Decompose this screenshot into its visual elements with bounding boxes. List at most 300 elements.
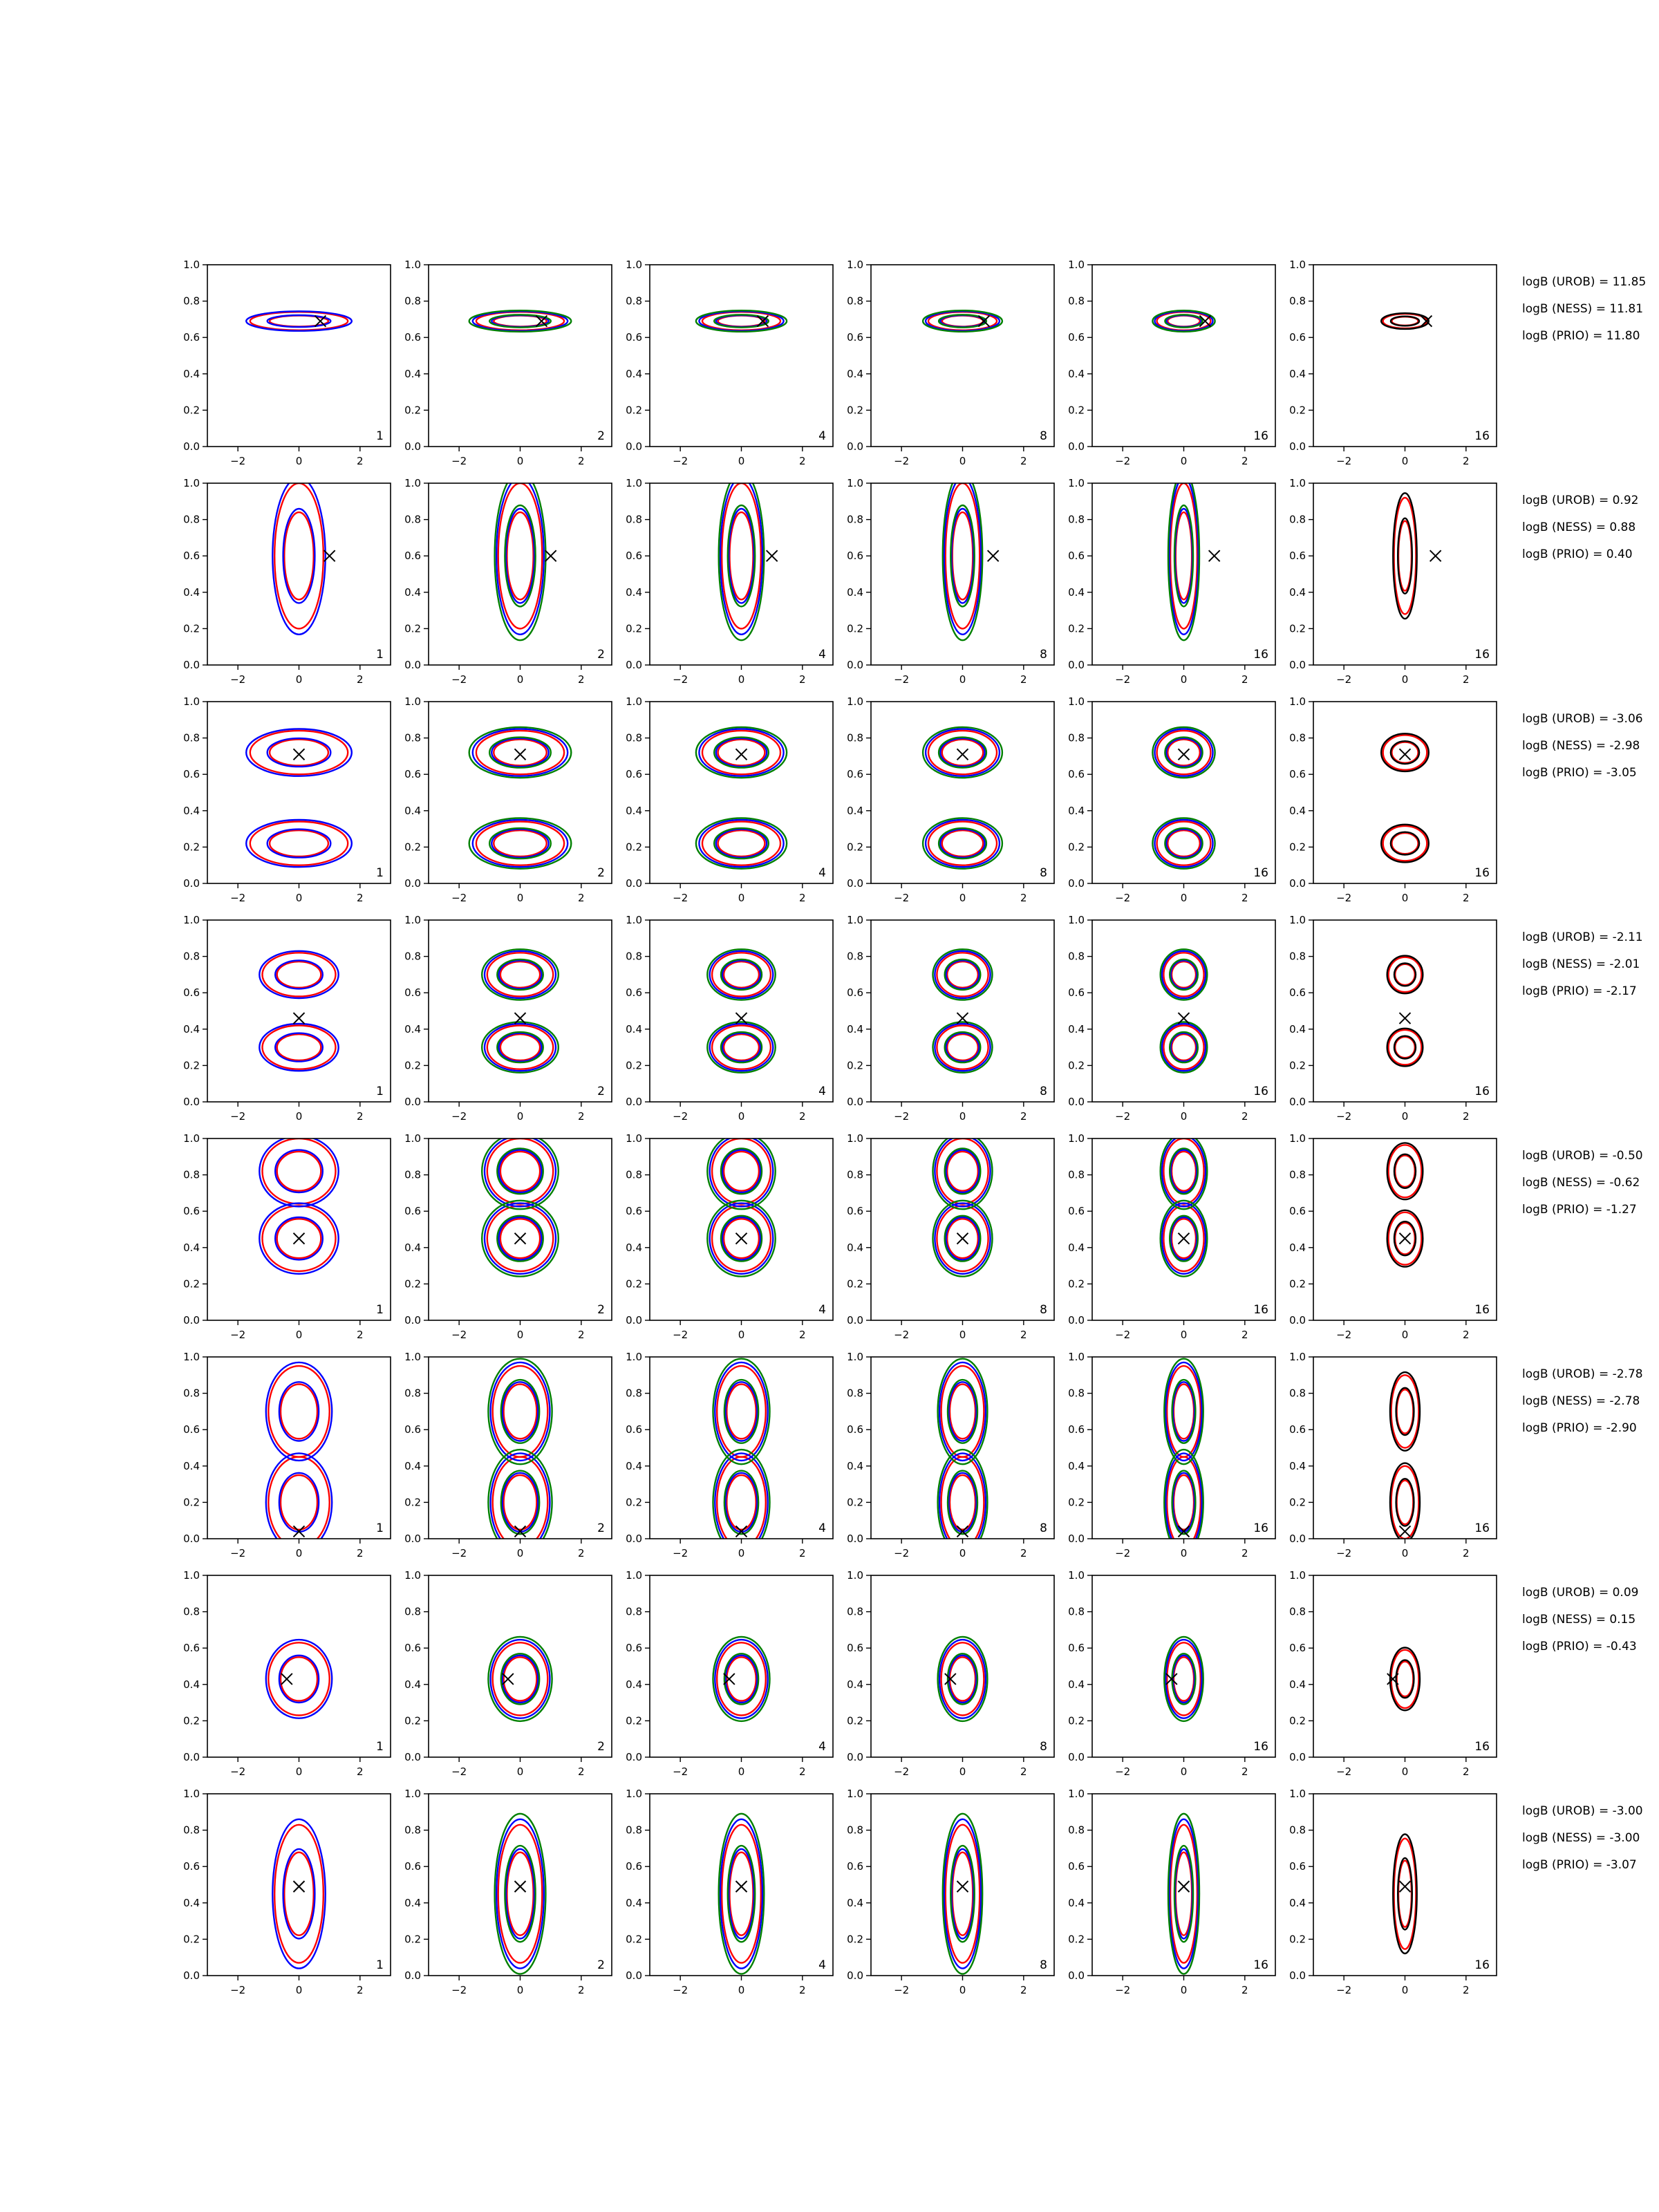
y-tick-label: 0.8 <box>847 1387 863 1400</box>
y-tick-label: 0.0 <box>847 659 863 671</box>
y-tick-label: 0.0 <box>847 877 863 890</box>
x-tick-label: 2 <box>1241 1329 1248 1341</box>
x-tick-label: 0 <box>1401 892 1409 904</box>
x-tick-label: −2 <box>894 1984 910 1996</box>
x-tick-label: 2 <box>1463 455 1470 467</box>
x-tick-label: 0 <box>295 673 303 686</box>
y-tick-label: 0.2 <box>183 1496 200 1509</box>
x-tick-label: 0 <box>959 1110 966 1123</box>
panel-sample-label: 8 <box>1040 866 1047 880</box>
y-tick-label: 0.6 <box>626 1205 642 1218</box>
x-tick-label: −2 <box>451 1110 467 1123</box>
y-tick-label: 0.8 <box>183 1824 200 1837</box>
y-tick-label: 0.4 <box>183 804 200 817</box>
y-tick-label: 0.6 <box>847 1205 863 1218</box>
y-tick-label: 0.2 <box>404 622 421 635</box>
y-tick-label: 0.2 <box>626 1277 642 1291</box>
y-tick-label: 0.4 <box>183 1678 200 1691</box>
y-tick-label: 0.0 <box>626 440 642 453</box>
y-tick-label: 0.4 <box>626 367 642 380</box>
y-tick-label: 0.8 <box>404 1387 421 1400</box>
x-tick-label: 0 <box>738 455 745 467</box>
y-tick-label: 1.0 <box>404 914 421 926</box>
x-tick-label: −2 <box>894 1765 910 1778</box>
y-tick-label: 0.2 <box>1289 404 1306 417</box>
y-tick-label: 0.8 <box>404 294 421 308</box>
y-tick-label: 0.6 <box>847 550 863 563</box>
panel-sample-label: 8 <box>1040 1740 1047 1754</box>
y-tick-label: 0.2 <box>1068 1714 1085 1727</box>
x-tick-label: −2 <box>673 673 688 686</box>
x-tick-label: 2 <box>357 1984 364 1996</box>
x-tick-label: 0 <box>516 673 524 686</box>
x-tick-label: −2 <box>1336 1765 1352 1778</box>
y-tick-label: 0.2 <box>1068 1059 1085 1072</box>
panel-sample-label: 16 <box>1253 1958 1268 1972</box>
bayes-factor-text: logB (NESS) = -2.01 <box>1522 957 1640 971</box>
y-tick-label: 0.0 <box>1068 1751 1085 1763</box>
y-tick-label: 0.0 <box>626 1533 642 1545</box>
y-tick-label: 0.0 <box>1289 1096 1306 1108</box>
y-tick-label: 0.4 <box>626 1459 642 1472</box>
y-tick-label: 0.6 <box>626 550 642 563</box>
x-tick-label: 0 <box>1180 1547 1188 1559</box>
x-tick-label: −2 <box>230 1984 246 1996</box>
y-tick-label: 1.0 <box>183 695 200 708</box>
panel-sample-label: 16 <box>1253 1303 1268 1317</box>
y-tick-label: 0.4 <box>1068 1459 1085 1472</box>
panel-sample-label: 16 <box>1253 1085 1268 1098</box>
y-tick-label: 0.6 <box>626 1423 642 1436</box>
y-tick-label: 0.6 <box>1068 1860 1085 1873</box>
x-tick-label: 2 <box>1463 1765 1470 1778</box>
bayes-factor-text: logB (PRIO) = -3.07 <box>1522 1858 1637 1872</box>
x-tick-label: −2 <box>894 673 910 686</box>
x-tick-label: −2 <box>451 673 467 686</box>
panel-sample-label: 16 <box>1253 866 1268 880</box>
y-tick-label: 1.0 <box>847 914 863 926</box>
y-tick-label: 0.8 <box>847 950 863 963</box>
y-tick-label: 0.0 <box>1068 1533 1085 1545</box>
x-tick-label: −2 <box>230 455 246 467</box>
bayes-factor-text: logB (PRIO) = -1.27 <box>1522 1203 1637 1217</box>
x-tick-label: −2 <box>451 1547 467 1559</box>
panel-sample-label: 8 <box>1040 1303 1047 1317</box>
panel-sample-label: 4 <box>818 1740 826 1754</box>
x-tick-label: 0 <box>1401 455 1409 467</box>
y-tick-label: 0.0 <box>847 1533 863 1545</box>
y-tick-label: 0.8 <box>1068 1824 1085 1837</box>
y-tick-label: 1.0 <box>1289 477 1306 489</box>
x-tick-label: 0 <box>295 1329 303 1341</box>
x-tick-label: 2 <box>1020 1329 1027 1341</box>
y-tick-label: 0.6 <box>1289 1423 1306 1436</box>
x-tick-label: 0 <box>295 1110 303 1123</box>
bayes-factor-text: logB (PRIO) = 11.80 <box>1522 329 1640 343</box>
y-tick-label: 1.0 <box>1068 1351 1085 1363</box>
x-tick-label: −2 <box>1336 1110 1352 1123</box>
x-tick-label: 0 <box>295 1765 303 1778</box>
y-tick-label: 0.4 <box>847 804 863 817</box>
y-tick-label: 0.8 <box>847 1824 863 1837</box>
y-tick-label: 0.4 <box>1068 1896 1085 1909</box>
x-tick-label: 0 <box>738 892 745 904</box>
y-tick-label: 1.0 <box>847 1788 863 1800</box>
x-tick-label: 0 <box>516 1110 524 1123</box>
y-tick-label: 0.8 <box>1289 294 1306 308</box>
y-tick-label: 0.2 <box>626 1059 642 1072</box>
y-tick-label: 0.2 <box>404 404 421 417</box>
y-tick-label: 0.2 <box>404 1277 421 1291</box>
y-tick-label: 1.0 <box>847 259 863 271</box>
panel-sample-label: 2 <box>597 1740 605 1754</box>
panel-sample-label: 2 <box>597 1521 605 1535</box>
panel-sample-label: 4 <box>818 866 826 880</box>
y-tick-label: 0.0 <box>847 440 863 453</box>
y-tick-label: 0.4 <box>183 1241 200 1254</box>
y-tick-label: 0.2 <box>183 841 200 854</box>
x-tick-label: −2 <box>673 1110 688 1123</box>
x-tick-label: 0 <box>959 455 966 467</box>
y-tick-label: 0.6 <box>183 1642 200 1655</box>
x-tick-label: 0 <box>516 892 524 904</box>
x-tick-label: 2 <box>578 892 585 904</box>
x-tick-label: −2 <box>230 1110 246 1123</box>
y-tick-label: 0.6 <box>183 550 200 563</box>
y-tick-label: 0.0 <box>404 1969 421 1982</box>
x-tick-label: 0 <box>1180 892 1188 904</box>
x-tick-label: 2 <box>1463 1329 1470 1341</box>
y-tick-label: 0.4 <box>404 585 421 599</box>
x-tick-label: 0 <box>1401 673 1409 686</box>
y-tick-label: 1.0 <box>183 477 200 489</box>
bayes-factor-text: logB (PRIO) = -0.43 <box>1522 1640 1637 1653</box>
panel-sample-label: 16 <box>1474 1958 1490 1972</box>
y-tick-label: 0.2 <box>626 404 642 417</box>
x-tick-label: 0 <box>1180 1329 1188 1341</box>
bayes-factor-text: logB (NESS) = 11.81 <box>1522 302 1644 316</box>
y-tick-label: 0.2 <box>1289 1933 1306 1946</box>
y-tick-label: 0.4 <box>183 585 200 599</box>
x-tick-label: −2 <box>451 1329 467 1341</box>
y-tick-label: 0.4 <box>847 1241 863 1254</box>
y-tick-label: 1.0 <box>626 914 642 926</box>
y-tick-label: 0.4 <box>1068 804 1085 817</box>
panel-sample-label: 4 <box>818 1521 826 1535</box>
x-tick-label: −2 <box>673 1547 688 1559</box>
y-tick-label: 0.8 <box>1068 294 1085 308</box>
y-tick-label: 0.8 <box>626 1605 642 1618</box>
x-tick-label: 2 <box>1020 673 1027 686</box>
y-tick-label: 0.4 <box>1289 804 1306 817</box>
y-tick-label: 0.8 <box>626 1168 642 1181</box>
x-tick-label: 2 <box>1020 1765 1027 1778</box>
panel-sample-label: 1 <box>376 1521 384 1535</box>
panel-sample-label: 1 <box>376 1303 384 1317</box>
x-tick-label: 0 <box>1180 673 1188 686</box>
x-tick-label: 0 <box>295 1984 303 1996</box>
y-tick-label: 0.4 <box>183 1022 200 1035</box>
panel-sample-label: 8 <box>1040 648 1047 662</box>
x-tick-label: 0 <box>1180 1110 1188 1123</box>
y-tick-label: 1.0 <box>183 1351 200 1363</box>
y-tick-label: 0.8 <box>847 1168 863 1181</box>
x-tick-label: 2 <box>578 1329 585 1341</box>
y-tick-label: 0.6 <box>404 1860 421 1873</box>
y-tick-label: 0.4 <box>847 1896 863 1909</box>
y-tick-label: 0.0 <box>404 1314 421 1327</box>
x-tick-label: −2 <box>230 892 246 904</box>
y-tick-label: 0.4 <box>847 585 863 599</box>
x-tick-label: 2 <box>1020 1547 1027 1559</box>
bayes-factor-text: logB (PRIO) = -2.90 <box>1522 1421 1637 1435</box>
y-tick-label: 0.8 <box>1068 950 1085 963</box>
y-tick-label: 0.2 <box>847 1059 863 1072</box>
y-tick-label: 0.2 <box>183 404 200 417</box>
x-tick-label: 0 <box>1180 1765 1188 1778</box>
y-tick-label: 0.0 <box>626 1969 642 1982</box>
y-tick-label: 1.0 <box>1068 1569 1085 1582</box>
x-tick-label: 2 <box>799 673 806 686</box>
bayes-factor-text: logB (UROB) = -3.00 <box>1522 1804 1643 1818</box>
y-tick-label: 0.6 <box>183 1205 200 1218</box>
y-tick-label: 0.4 <box>404 1678 421 1691</box>
y-tick-label: 1.0 <box>626 477 642 489</box>
y-tick-label: 0.2 <box>1289 1496 1306 1509</box>
y-tick-label: 1.0 <box>404 477 421 489</box>
y-tick-label: 0.8 <box>1289 950 1306 963</box>
x-tick-label: 0 <box>959 1765 966 1778</box>
x-tick-label: 2 <box>1241 1765 1248 1778</box>
y-tick-label: 0.6 <box>1289 1860 1306 1873</box>
y-tick-label: 1.0 <box>1068 914 1085 926</box>
bayes-factor-text: logB (NESS) = -3.00 <box>1522 1831 1640 1845</box>
y-tick-label: 1.0 <box>626 1788 642 1800</box>
x-tick-label: −2 <box>1115 1984 1131 1996</box>
y-tick-label: 1.0 <box>404 1788 421 1800</box>
y-tick-label: 0.4 <box>1289 585 1306 599</box>
panel-sample-label: 8 <box>1040 1958 1047 1972</box>
y-tick-label: 0.6 <box>1289 986 1306 1000</box>
y-tick-label: 0.8 <box>1289 513 1306 526</box>
panel-sample-label: 1 <box>376 1085 384 1098</box>
y-tick-label: 0.6 <box>847 1860 863 1873</box>
y-tick-label: 0.6 <box>847 986 863 1000</box>
x-tick-label: 2 <box>1463 892 1470 904</box>
x-tick-label: 2 <box>357 1765 364 1778</box>
y-tick-label: 0.2 <box>626 841 642 854</box>
bayes-factor-text: logB (NESS) = -0.62 <box>1522 1176 1640 1190</box>
x-tick-label: −2 <box>1336 673 1352 686</box>
y-tick-label: 0.4 <box>404 804 421 817</box>
y-tick-label: 1.0 <box>626 1569 642 1582</box>
y-tick-label: 0.8 <box>1289 1387 1306 1400</box>
x-tick-label: −2 <box>1336 455 1352 467</box>
y-tick-label: 0.8 <box>404 513 421 526</box>
y-tick-label: 1.0 <box>404 259 421 271</box>
y-tick-label: 0.6 <box>404 550 421 563</box>
y-tick-label: 0.8 <box>183 1168 200 1181</box>
x-tick-label: 0 <box>516 1329 524 1341</box>
panel-sample-label: 16 <box>1474 1740 1490 1754</box>
x-tick-label: −2 <box>1115 1765 1131 1778</box>
y-tick-label: 0.2 <box>1289 1277 1306 1291</box>
panel-sample-label: 4 <box>818 1958 826 1972</box>
y-tick-label: 0.8 <box>404 731 421 744</box>
y-tick-label: 0.2 <box>404 1059 421 1072</box>
y-tick-label: 0.4 <box>626 1241 642 1254</box>
x-tick-label: 2 <box>1241 455 1248 467</box>
y-tick-label: 0.6 <box>626 986 642 1000</box>
bayes-factor-text: logB (NESS) = -2.98 <box>1522 739 1640 753</box>
panel-sample-label: 16 <box>1253 429 1268 443</box>
y-tick-label: 0.4 <box>626 804 642 817</box>
x-tick-label: 0 <box>1401 1765 1409 1778</box>
y-tick-label: 0.8 <box>183 1605 200 1618</box>
y-tick-label: 0.6 <box>1068 550 1085 563</box>
y-tick-label: 0.2 <box>626 1933 642 1946</box>
panel-sample-label: 1 <box>376 648 384 662</box>
y-tick-label: 0.2 <box>1289 1714 1306 1727</box>
y-tick-label: 0.4 <box>847 1678 863 1691</box>
panel-sample-label: 4 <box>818 429 826 443</box>
y-tick-label: 0.0 <box>183 440 200 453</box>
y-tick-label: 0.4 <box>1068 1241 1085 1254</box>
x-tick-label: −2 <box>1115 1329 1131 1341</box>
y-tick-label: 0.0 <box>404 440 421 453</box>
y-tick-label: 1.0 <box>1068 477 1085 489</box>
y-tick-label: 1.0 <box>404 1569 421 1582</box>
x-tick-label: −2 <box>230 673 246 686</box>
panel-sample-label: 2 <box>597 1085 605 1098</box>
x-tick-label: −2 <box>1115 892 1131 904</box>
bayes-factor-text: logB (NESS) = 0.88 <box>1522 521 1636 534</box>
x-tick-label: −2 <box>1115 673 1131 686</box>
y-tick-label: 0.0 <box>847 1751 863 1763</box>
panel-sample-label: 1 <box>376 429 384 443</box>
x-tick-label: 2 <box>799 455 806 467</box>
y-tick-label: 0.8 <box>847 1605 863 1618</box>
y-tick-label: 0.8 <box>1068 1168 1085 1181</box>
x-tick-label: 2 <box>1020 892 1027 904</box>
y-tick-label: 0.6 <box>847 331 863 344</box>
x-tick-label: −2 <box>673 1329 688 1341</box>
y-tick-label: 0.2 <box>1068 404 1085 417</box>
y-tick-label: 0.6 <box>404 986 421 1000</box>
x-tick-label: −2 <box>894 1110 910 1123</box>
y-tick-label: 0.2 <box>404 1933 421 1946</box>
bayes-factor-text: logB (PRIO) = -3.05 <box>1522 766 1637 780</box>
y-tick-label: 0.4 <box>183 1459 200 1472</box>
y-tick-label: 0.2 <box>1068 622 1085 635</box>
x-tick-label: 0 <box>516 1765 524 1778</box>
y-tick-label: 0.0 <box>626 1314 642 1327</box>
x-tick-label: 2 <box>357 892 364 904</box>
y-tick-label: 0.0 <box>626 1096 642 1108</box>
y-tick-label: 0.6 <box>1068 986 1085 1000</box>
y-tick-label: 1.0 <box>1289 1788 1306 1800</box>
y-tick-label: 0.0 <box>626 1751 642 1763</box>
y-tick-label: 0.0 <box>404 877 421 890</box>
y-tick-label: 1.0 <box>626 259 642 271</box>
y-tick-label: 0.8 <box>1068 513 1085 526</box>
y-tick-label: 0.2 <box>1289 841 1306 854</box>
y-tick-label: 0.4 <box>847 367 863 380</box>
y-tick-label: 0.8 <box>183 513 200 526</box>
x-tick-label: 2 <box>357 1329 364 1341</box>
panel-sample-label: 1 <box>376 1958 384 1972</box>
y-tick-label: 0.2 <box>847 841 863 854</box>
panel-sample-label: 1 <box>376 1740 384 1754</box>
x-tick-label: 0 <box>295 892 303 904</box>
x-tick-label: 0 <box>738 1110 745 1123</box>
y-tick-label: 0.8 <box>1289 1168 1306 1181</box>
x-tick-label: 0 <box>738 1547 745 1559</box>
y-tick-label: 0.4 <box>404 367 421 380</box>
y-tick-label: 1.0 <box>847 695 863 708</box>
y-tick-label: 1.0 <box>183 914 200 926</box>
bayes-factor-text: logB (UROB) = 11.85 <box>1522 275 1647 289</box>
x-tick-label: 2 <box>1241 892 1248 904</box>
x-tick-label: −2 <box>451 1765 467 1778</box>
y-tick-label: 0.2 <box>183 1059 200 1072</box>
panel-sample-label: 2 <box>597 1958 605 1972</box>
y-tick-label: 0.4 <box>1289 1241 1306 1254</box>
x-tick-label: −2 <box>451 1984 467 1996</box>
y-tick-label: 1.0 <box>847 477 863 489</box>
y-tick-label: 0.0 <box>404 659 421 671</box>
panel-sample-label: 16 <box>1474 1521 1490 1535</box>
y-tick-label: 0.6 <box>626 1642 642 1655</box>
y-tick-label: 0.8 <box>183 1387 200 1400</box>
y-tick-label: 0.2 <box>404 1496 421 1509</box>
y-tick-label: 0.0 <box>1068 659 1085 671</box>
x-tick-label: 2 <box>357 1110 364 1123</box>
y-tick-label: 1.0 <box>1289 1569 1306 1582</box>
x-tick-label: −2 <box>230 1547 246 1559</box>
bayes-factor-text: logB (NESS) = -2.78 <box>1522 1394 1640 1408</box>
y-tick-label: 0.6 <box>183 986 200 1000</box>
y-tick-label: 0.2 <box>183 622 200 635</box>
x-tick-label: 2 <box>799 1984 806 1996</box>
y-tick-label: 0.2 <box>183 1933 200 1946</box>
y-tick-label: 0.6 <box>183 1423 200 1436</box>
bayes-factor-text: logB (NESS) = 0.15 <box>1522 1613 1636 1627</box>
x-tick-label: 2 <box>1241 1110 1248 1123</box>
x-tick-label: 0 <box>738 673 745 686</box>
x-tick-label: 0 <box>1180 455 1188 467</box>
panel-sample-label: 16 <box>1474 1085 1490 1098</box>
x-tick-label: 2 <box>1241 1547 1248 1559</box>
x-tick-label: −2 <box>1115 455 1131 467</box>
y-tick-label: 1.0 <box>626 695 642 708</box>
y-tick-label: 0.6 <box>1068 331 1085 344</box>
bayes-factor-text: logB (PRIO) = -2.17 <box>1522 984 1637 998</box>
y-tick-label: 0.0 <box>404 1533 421 1545</box>
y-tick-label: 0.2 <box>847 1496 863 1509</box>
y-tick-label: 0.0 <box>1068 1969 1085 1982</box>
x-tick-label: −2 <box>1336 892 1352 904</box>
y-tick-label: 0.4 <box>1289 1678 1306 1691</box>
y-tick-label: 0.6 <box>847 1423 863 1436</box>
y-tick-label: 0.6 <box>847 768 863 781</box>
y-tick-label: 0.0 <box>1289 1533 1306 1545</box>
y-tick-label: 0.0 <box>183 1751 200 1763</box>
x-tick-label: 2 <box>1463 1984 1470 1996</box>
panel-sample-label: 2 <box>597 429 605 443</box>
panel-sample-label: 16 <box>1253 648 1268 662</box>
y-tick-label: 0.2 <box>1289 1059 1306 1072</box>
